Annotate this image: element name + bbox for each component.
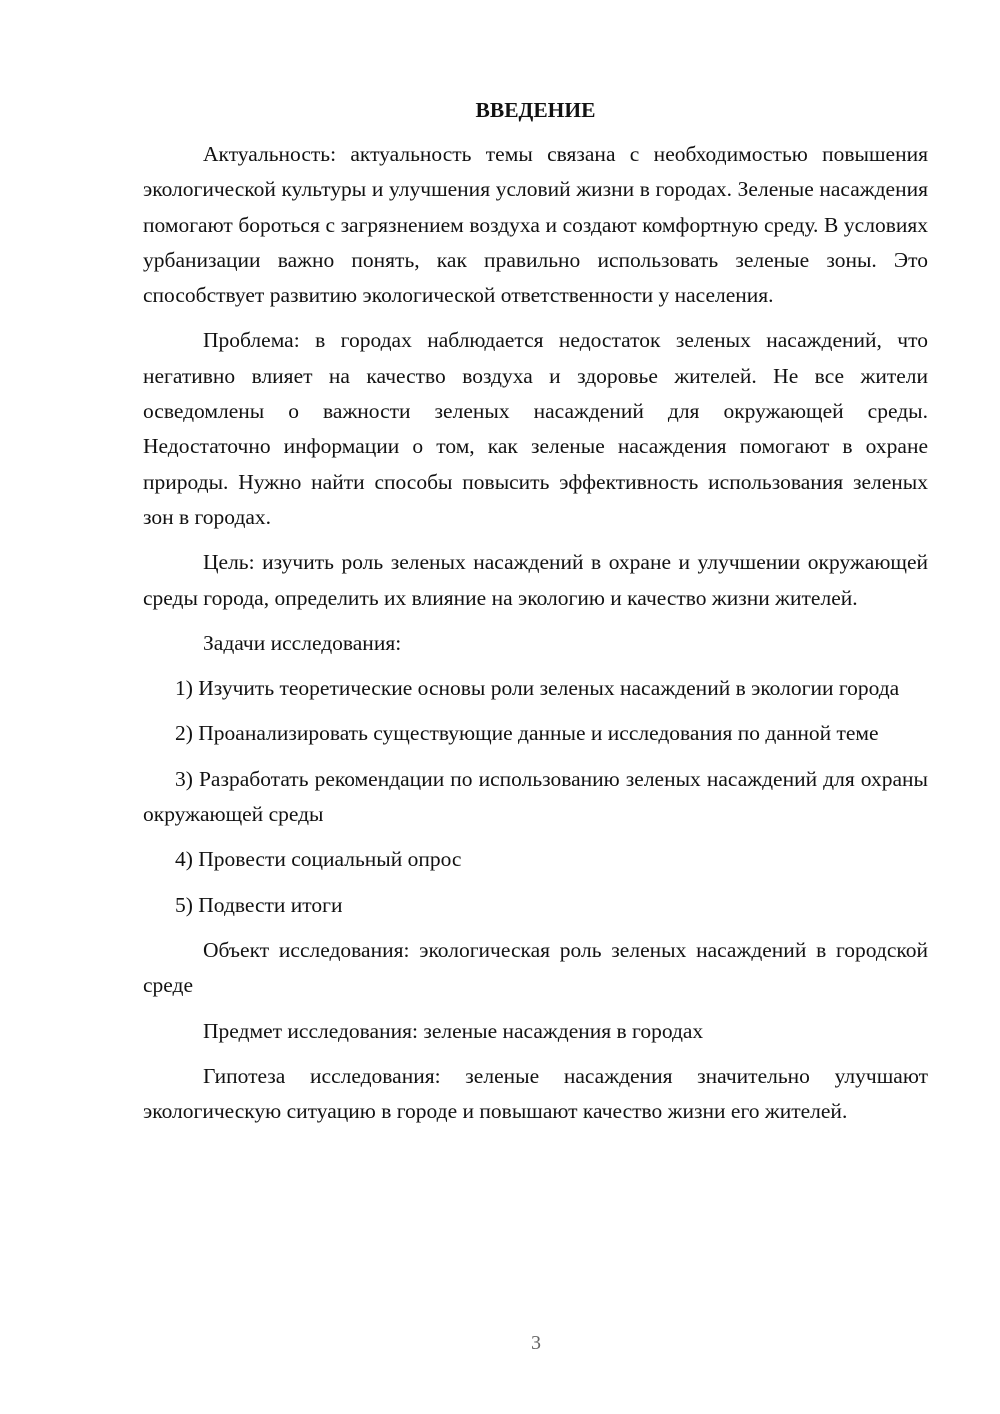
paragraph-subject: Предмет исследования: зеленые насаждения в городах	[203, 1018, 704, 1043]
task-item-2: 2) Проанализировать существующие данные и исследования по данной теме	[175, 721, 879, 746]
section-title: ВВЕДЕНИЕ	[475, 98, 596, 122]
task-item-1: 1) Изучить теоретические основы роли зеленых насаждений в экологии города	[175, 676, 900, 701]
paragraph-hypothesis: Гипотеза исследования: зеленые насаждения значительно улучшают экологическую ситуацию в городе и повышают качество жизни его жителей.	[143, 1063, 928, 1124]
paragraph-relevance: Актуальность: актуальность темы связана с необходимостью повышения экологической культуры и улучшения условий жизни в городах. Зеленые насаждения помогают бороться с загрязнением воздуха и создают комфортную среду. В условиях урбанизации важно понять, как правильно использовать зеленые зоны. Это способствует развитию экологической ответственности у населения.	[143, 142, 928, 308]
paragraph-object: Объект исследования: экологическая роль зеленых насаждений в городской среде	[143, 937, 928, 998]
paragraph-problem: Проблема: в городах наблюдается недостаток зеленых насаждений, что негативно влияет на качество воздуха и здоровье жителей. Не все жители осведомлены о важности зеленых насаждений для окружающей среды. Недостаточно информации о том, как зеленые насаждения помогают в охране природы. Нужно найти способы повысить эффективность использования зеленых зон в городах.	[143, 328, 928, 529]
task-item-3: 3) Разработать рекомендации по использованию зеленых насаждений для охраны окружающей среды	[143, 766, 928, 827]
task-item-4: 4) Провести социальный опрос	[175, 847, 462, 872]
paragraph-tasks-heading: Задачи исследования:	[203, 630, 402, 655]
document-page	[143, 92, 928, 1139]
paragraph-goal: Цель: изучить роль зеленых насаждений в охране и улучшении окружающей среды города, определить их влияние на экологию и качество жизни жителей.	[143, 550, 928, 610]
task-item-5: 5) Подвести итоги	[175, 892, 343, 917]
page-number: 3	[531, 1332, 541, 1354]
